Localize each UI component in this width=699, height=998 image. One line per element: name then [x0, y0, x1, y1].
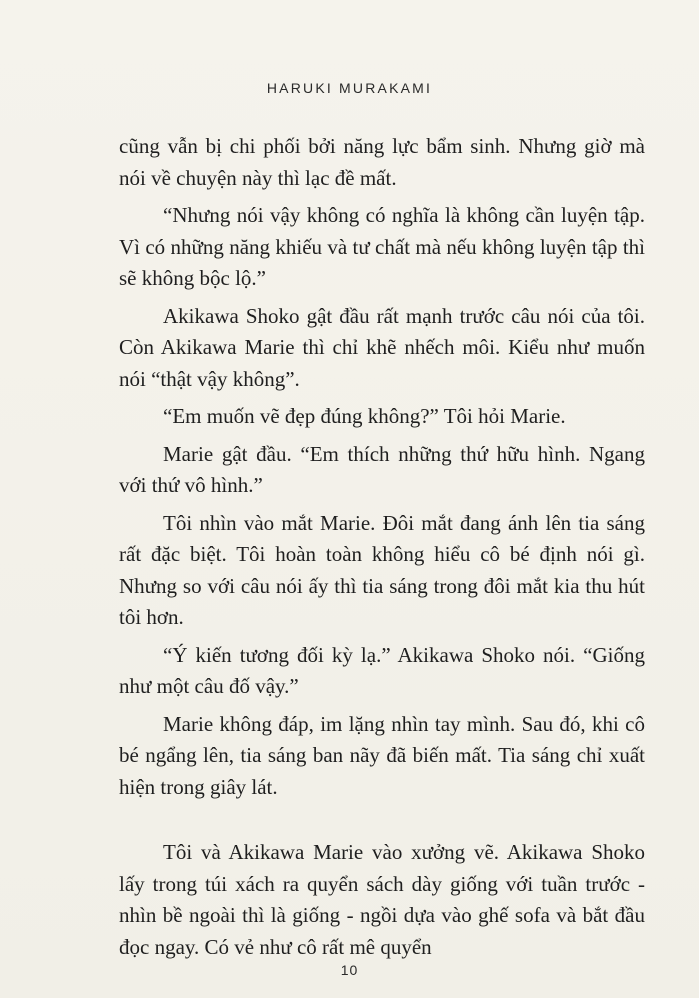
paragraph-8: Marie không đáp, im lặng nhìn tay mình. Sau đó, khi cô bé ngẩng lên, tia sáng ban nãy đã biến mất. Tia sáng chỉ xuất hiện trong giây lát. — [119, 711, 645, 799]
paragraph-3: Akikawa Shoko gật đầu rất mạnh trước câu nói của tôi. Còn Akikawa Marie thì chỉ khẽ nhếch môi. Kiểu như muốn nói “thật vậy không”. — [119, 303, 645, 391]
paragraph-9: Tôi và Akikawa Marie vào xưởng vẽ. Akikawa Shoko lấy trong túi xách ra quyển sách dày giống với tuần trước - nhìn bề ngoài thì là giống - ngồi dựa vào ghế sofa và bắt đầu đọc ngay. Có vẻ như cô rất mê quyển — [119, 840, 645, 959]
page-number: 10 — [340, 962, 359, 978]
body-text — [119, 131, 645, 969]
paragraph-2: “Nhưng nói vậy không có nghĩa là không cần luyện tập. Vì có những năng khiếu và tư chất mà nếu không luyện tập thì sẽ không bộc lộ.” — [119, 203, 645, 290]
paragraph-4: “Em muốn vẽ đẹp đúng không?” Tôi hỏi Marie. — [163, 404, 566, 428]
paragraph-6: Tôi nhìn vào mắt Marie. Đôi mắt đang ánh lên tia sáng rất đặc biệt. Tôi hoàn toàn không hiểu cô bé định nói gì. Nhưng so với câu nói ấy thì tia sáng trong đôi mắt kia thu hút tôi hơn. — [119, 510, 645, 629]
paragraph-1: cũng vẫn bị chi phối bởi năng lực bẩm sinh. Nhưng giờ mà nói về chuyện này thì lạc đề mất. — [119, 134, 645, 190]
paragraph-7: “Ý kiến tương đối kỳ lạ.” Akikawa Shoko nói. “Giống như một câu đố vậy.” — [119, 642, 645, 698]
running-header: HARUKI MURAKAMI — [266, 80, 433, 96]
paragraph-5: Marie gật đầu. “Em thích những thứ hữu hình. Ngang với thứ vô hình.” — [119, 441, 645, 497]
